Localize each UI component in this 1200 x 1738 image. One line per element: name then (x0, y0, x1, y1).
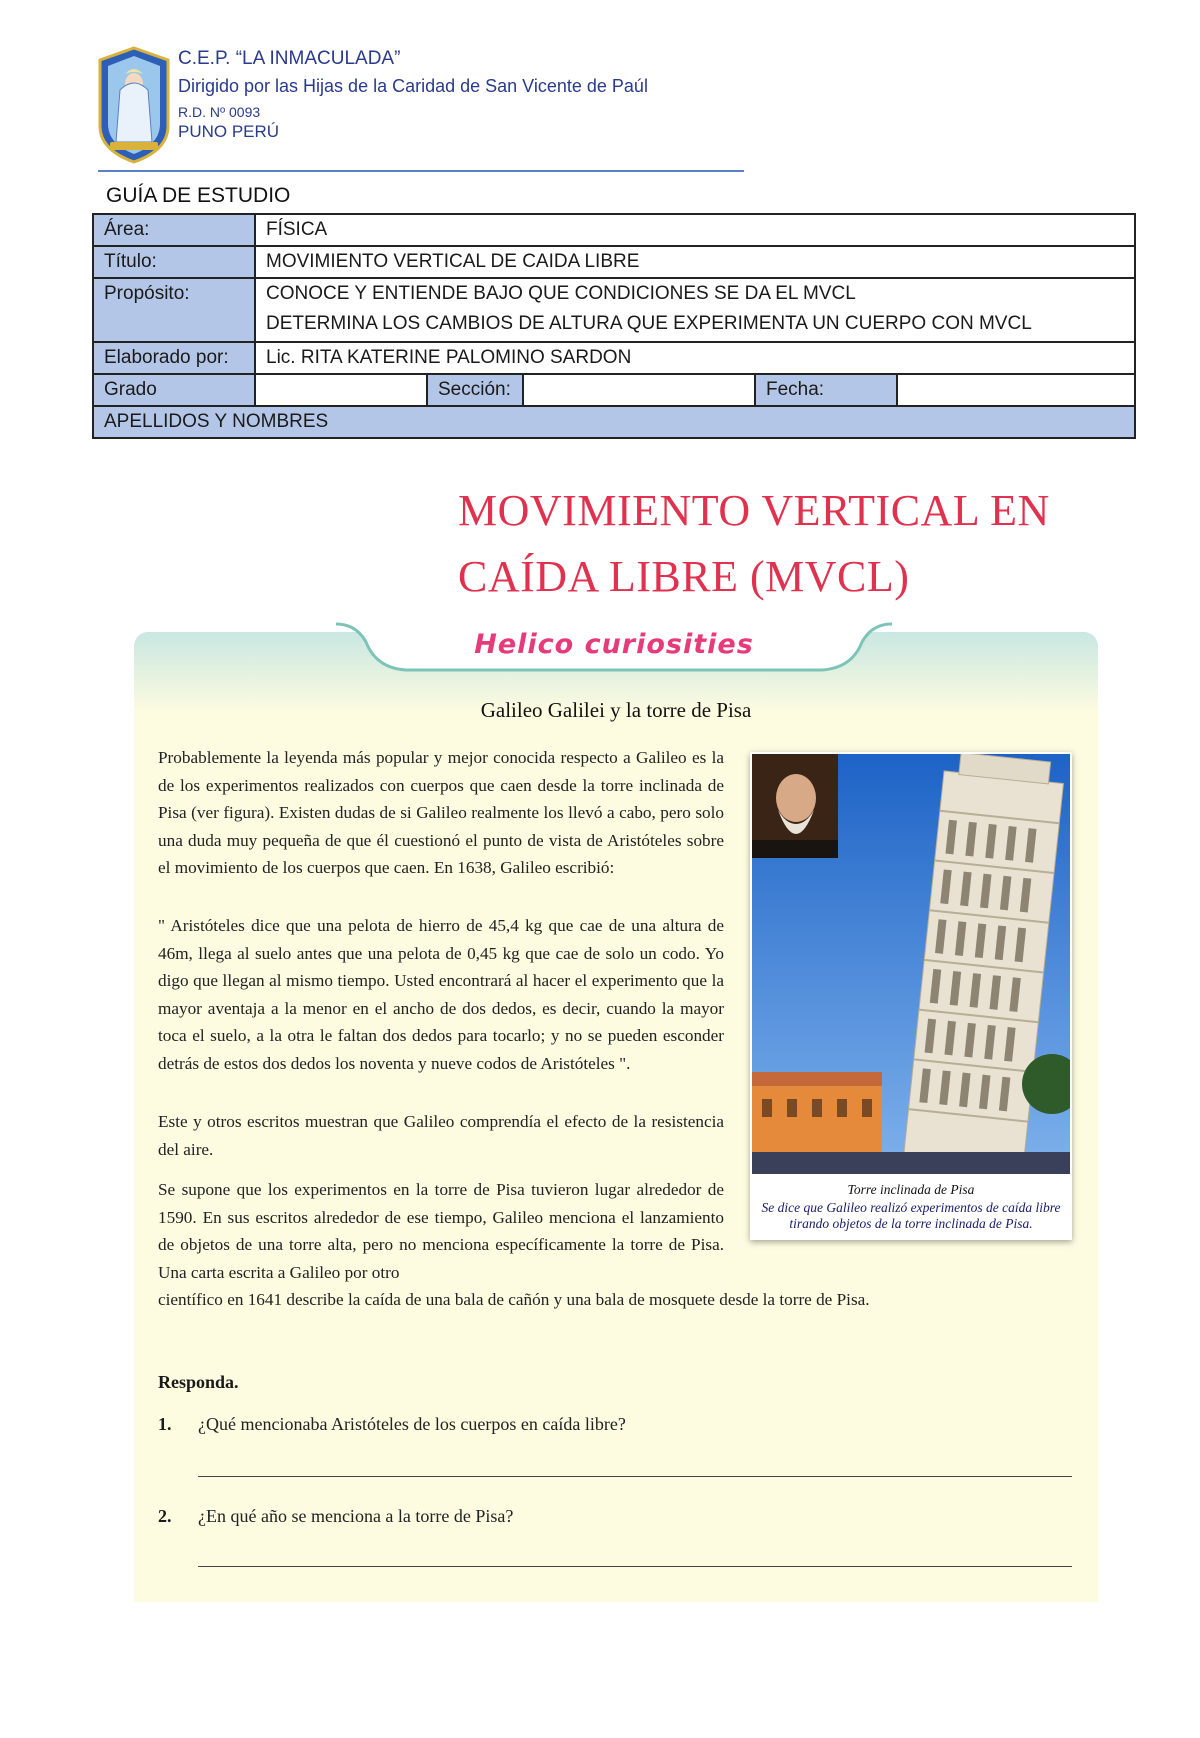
main-title-line-1: MOVIMIENTO VERTICAL EN (458, 486, 1050, 535)
figure-caption-title: Torre inclinada de Pisa (847, 1182, 975, 1197)
area-row (93, 214, 1135, 246)
figure-caption: Se dice que Galileo realizó experimentos de caída libre tirando objetos de la torre inclinada de Pisa. (761, 1200, 1061, 1231)
school-directed-by: Dirigido por las Hijas de la Caridad de San Vicente de Paúl (178, 76, 648, 96)
titulo-row (93, 246, 1135, 278)
proposito-line-2: DETERMINA LOS CAMBIOS DE ALTURA QUE EXPERIMENTA UN CUERPO CON MVCL (266, 313, 1032, 334)
article-paragraph-4: Se supone que los experimentos en la torre de Pisa tuvieron lugar alrededor de 1590. En sus escritos alrededor de ese tiempo, Galileo menciona el lanzamiento de objetos de una torre alta, pero no menciona específicamente la torre de Pisa. Una carta escrita a Galileo por otro (158, 1180, 724, 1282)
proposito-label: Propósito: (93, 278, 255, 342)
grado-row (93, 374, 1135, 406)
article-paragraph-4-end: científico en 1641 describe la caída de una bala de cañón y una bala de mosquete desde la torre de Pisa. (158, 1290, 870, 1309)
fecha-field[interactable] (897, 374, 1135, 406)
titulo-value: MOVIMIENTO VERTICAL DE CAIDA LIBRE (255, 246, 1135, 278)
guide-info-table (92, 213, 1136, 439)
main-title (458, 478, 1098, 610)
header-divider (98, 170, 744, 172)
article-quote: " Aristóteles dice que una pelota de hierro de 45,4 kg que cae de una altura de 46m, llega al suelo antes que una pelota de 0,45 kg que cae de solo un codo. Yo digo que llegan al mismo tiempo. Usted encontrará al hacer el experimento que la mayor aventaja a la menor en el ancho de dos dedos, es decir, cuando la mayor toca el suelo, a la otra le faltan dos dedos para tocarlo; y no se pueden esconder detrás de estos dos dedos los noventa y nueve codos de Aristóteles ". (158, 916, 724, 1073)
school-crest-logo (96, 46, 172, 164)
seccion-field[interactable] (523, 374, 755, 406)
answer-line[interactable] (198, 1476, 1072, 1477)
school-location: PUNO PERÚ (178, 122, 280, 141)
school-rd-number: R.D. Nº 0093 (178, 104, 261, 120)
proposito-line-1: CONOCE Y ENTIENDE BAJO QUE CONDICIONES SE DA EL MVCL (266, 283, 856, 304)
guide-title: GUÍA DE ESTUDIO (106, 184, 291, 207)
grado-label: Grado (93, 374, 255, 406)
area-label: Área: (93, 214, 255, 246)
elaborado-value: Lic. RITA KATERINE PALOMINO SARDON (255, 342, 1135, 374)
elaborado-row (93, 342, 1135, 374)
questions-heading: Responda. (158, 1372, 239, 1392)
question-text: ¿Qué mencionaba Aristóteles de los cuerpos en caída libre? (198, 1414, 626, 1434)
fecha-label: Fecha: (755, 374, 897, 406)
school-name: C.E.P. “LA INMACULADA” (178, 48, 401, 69)
question-number: 2. (158, 1506, 172, 1526)
seccion-label: Sección: (427, 374, 523, 406)
leaning-tower-photo (752, 754, 1070, 1174)
apellidos-row (93, 406, 1135, 438)
apellidos-label[interactable]: APELLIDOS Y NOMBRES (93, 406, 1135, 438)
article-title: Galileo Galilei y la torre de Pisa (480, 698, 752, 722)
answer-line[interactable] (198, 1566, 1072, 1567)
article-paragraph-3: Este y otros escritos muestran que Galileo comprendía el efecto de la resistencia del aire. (158, 1112, 724, 1159)
article-paragraph-1: Probablemente la leyenda más popular y mejor conocida respecto a Galileo es la de los experimentos realizados con cuerpos que caen desde la torre inclinada de Pisa (ver figura). Existen dudas de si Galileo realmente los llevó a cabo, pero solo una duda muy pequeña de que él cuestionó el punto de vista de Aristóteles sobre el movimiento de los cuerpos que caen. En 1638, Galileo escribió: (158, 748, 724, 877)
titulo-label: Título: (93, 246, 255, 278)
area-value: FÍSICA (255, 214, 1135, 246)
proposito-value (255, 278, 1135, 342)
curiosities-banner: Helico curiosities (474, 629, 754, 660)
grado-field[interactable] (255, 374, 427, 406)
question-number: 1. (158, 1414, 172, 1434)
elaborado-label: Elaborado por: (93, 342, 255, 374)
question-text: ¿En qué año se menciona a la torre de Pisa? (198, 1506, 514, 1526)
main-title-line-2: CAÍDA LIBRE (MVCL) (458, 552, 910, 601)
proposito-row (93, 278, 1135, 342)
